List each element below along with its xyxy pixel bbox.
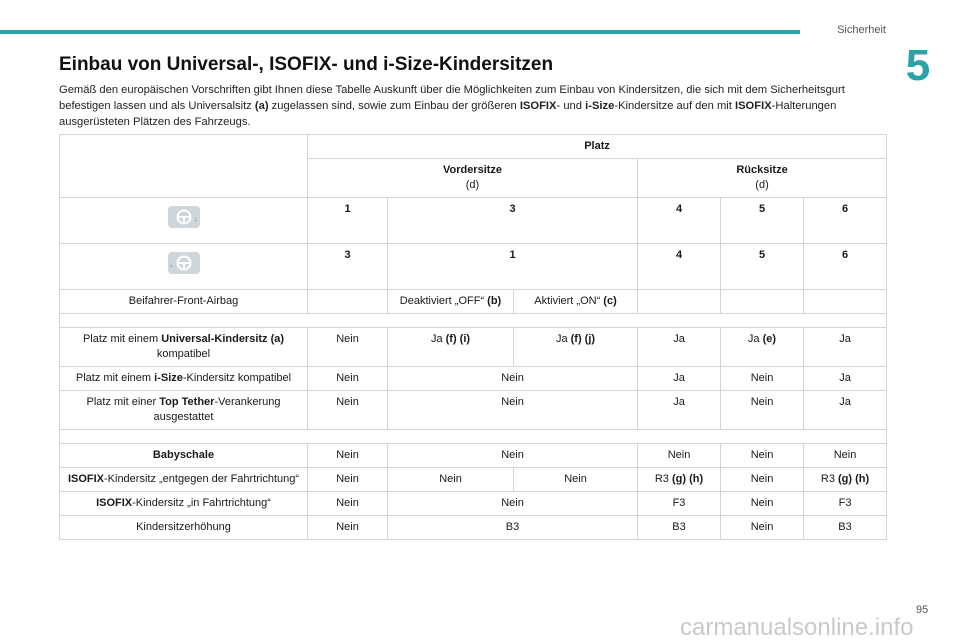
- seat-number: 1: [308, 198, 388, 244]
- cell-value: Ja: [638, 391, 721, 430]
- lhd-icon-cell: [60, 198, 308, 244]
- cell-value: Ja: [804, 367, 887, 391]
- cell-value: Ja: [638, 367, 721, 391]
- top-tether-label: Platz mit einer Top Tether-Verankerung ausgestattet: [60, 391, 308, 430]
- cell-value: Nein: [308, 328, 388, 367]
- cell-value: Nein: [388, 492, 638, 516]
- steering-wheel-right-icon: ↓: [168, 252, 200, 274]
- cell-value: Nein: [721, 468, 804, 492]
- airbag-off-cell: Deaktiviert „OFF“ (b): [388, 290, 514, 314]
- babyschale-label: Babyschale: [60, 444, 308, 468]
- seat-number: 3: [308, 244, 388, 290]
- intro-paragraph: Gemäß den europäischen Vorschriften gibt Ihnen diese Tabelle Auskunft über die Möglichkeiten zum Einbau von Kindersitzen, die sich mit dem Sicherheitsgurt befestigen lassen und als Universalsitz (a) zugelassen sind, sowie zum Einbau der größeren ISOFIX- und i-Size-Kindersitze auf den mit ISOFIX-Halterungen ausgerüsteten Plätzen des Fahrzeugs.: [59, 84, 845, 128]
- cell-value: Nein: [308, 468, 388, 492]
- seat-number: 5: [721, 244, 804, 290]
- seat-number: 6: [804, 198, 887, 244]
- cell-value: Nein: [721, 444, 804, 468]
- isofix-rear-label: ISOFIX-Kindersitz „entgegen der Fahrtrichtung“: [60, 468, 308, 492]
- cell-value: Nein: [308, 492, 388, 516]
- cell-value: Nein: [308, 444, 388, 468]
- cell-value: Nein: [388, 468, 514, 492]
- cell-value: B3: [638, 516, 721, 540]
- cell-value: F3: [638, 492, 721, 516]
- cell-value: Nein: [721, 391, 804, 430]
- cell-value: Nein: [388, 367, 638, 391]
- rhd-icon-cell: [60, 244, 308, 290]
- spacer-row: [60, 314, 887, 328]
- cell-value: Ja (e): [721, 328, 804, 367]
- cell-value: B3: [388, 516, 638, 540]
- seat-number: 4: [638, 244, 721, 290]
- cell-value: Nein: [721, 492, 804, 516]
- cell-value: Nein: [514, 468, 638, 492]
- empty-cell: [804, 290, 887, 314]
- page-number: 95: [916, 604, 929, 616]
- cell-value: Ja: [804, 391, 887, 430]
- page-title: Einbau von Universal-, ISOFIX- und i-Size-Kindersitzen: [59, 54, 554, 75]
- cell-value: B3: [804, 516, 887, 540]
- empty-cell: [721, 290, 804, 314]
- cell-value: Nein: [308, 516, 388, 540]
- steering-wheel-left-icon: ↓: [168, 206, 200, 228]
- cell-value: Nein: [308, 367, 388, 391]
- seat-number: 6: [804, 244, 887, 290]
- platz-header: Platz: [308, 135, 887, 159]
- seat-number: 3: [388, 198, 638, 244]
- cell-value: Nein: [388, 444, 638, 468]
- cell-value: R3 (g) (h): [804, 468, 887, 492]
- header-accent-bar: [0, 30, 800, 34]
- section-name: Sicherheit: [837, 24, 886, 36]
- chapter-number: 5: [905, 41, 931, 90]
- cell-value: Ja (f) (j): [514, 328, 638, 367]
- cell-value: R3 (g) (h): [638, 468, 721, 492]
- child-seat-table: [59, 134, 887, 540]
- booster-label: Kindersitzerhöhung: [60, 516, 308, 540]
- cell-value: Ja: [804, 328, 887, 367]
- header-empty-cell: [60, 135, 308, 198]
- spacer-row: [60, 430, 887, 444]
- universal-seat-label: Platz mit einem Universal-Kindersitz (a) kompatibel: [60, 328, 308, 367]
- rear-seats-header: Rücksitze (d): [638, 159, 887, 198]
- seat-number: 5: [721, 198, 804, 244]
- cell-value: Nein: [388, 391, 638, 430]
- watermark: carmanualsonline.info: [680, 614, 914, 641]
- cell-value: Ja (f) (i): [388, 328, 514, 367]
- cell-value: Nein: [721, 516, 804, 540]
- cell-value: Nein: [638, 444, 721, 468]
- isofix-front-label: ISOFIX-Kindersitz „in Fahrtrichtung“: [60, 492, 308, 516]
- seat-number: 1: [388, 244, 638, 290]
- airbag-on-cell: Aktiviert „ON“ (c): [514, 290, 638, 314]
- isize-label: Platz mit einem i-Size-Kindersitz kompatibel: [60, 367, 308, 391]
- seat-number: 4: [638, 198, 721, 244]
- empty-cell: [308, 290, 388, 314]
- empty-cell: [638, 290, 721, 314]
- cell-value: F3: [804, 492, 887, 516]
- front-seats-header: Vordersitze (d): [308, 159, 638, 198]
- cell-value: Ja: [638, 328, 721, 367]
- cell-value: Nein: [308, 391, 388, 430]
- airbag-label: Beifahrer-Front-Airbag: [60, 290, 308, 314]
- cell-value: Nein: [804, 444, 887, 468]
- cell-value: Nein: [721, 367, 804, 391]
